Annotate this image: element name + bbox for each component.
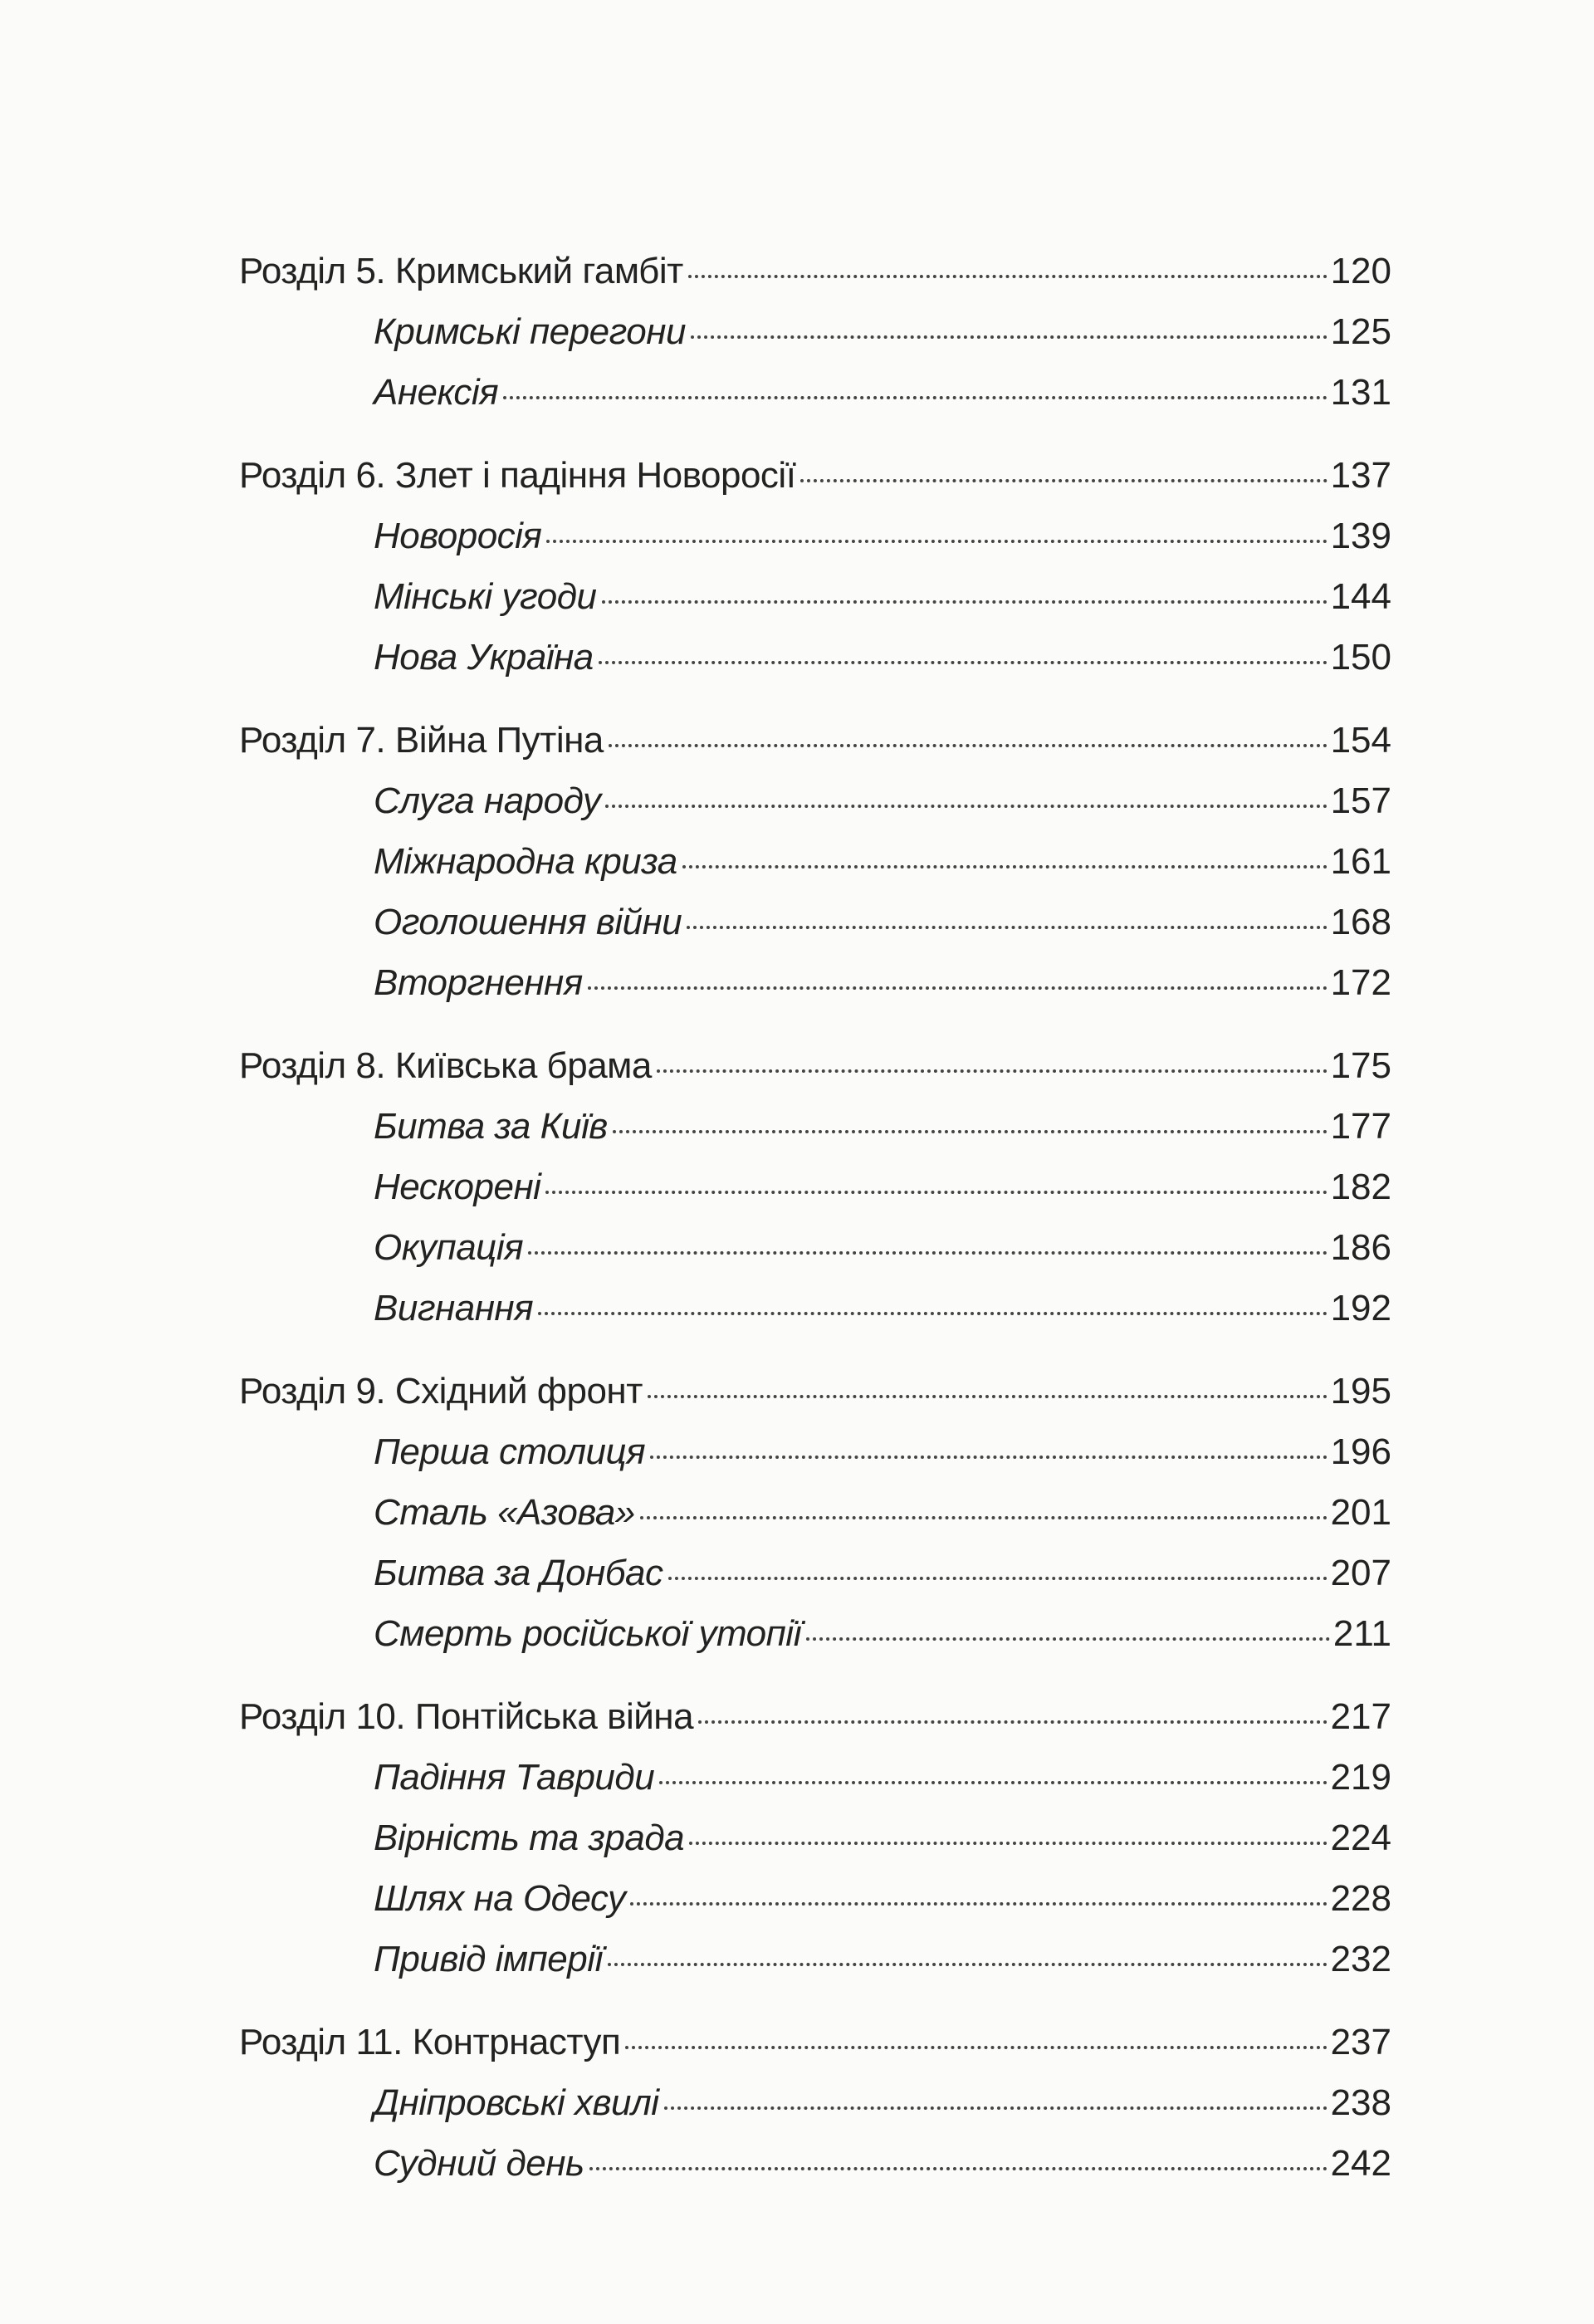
dot-leader: [664, 2106, 1328, 2110]
chapter-title: Розділ 9. Східний фронт: [239, 1371, 643, 1412]
toc-section-entry: [239, 1808, 1391, 1868]
dot-leader: [657, 1069, 1328, 1073]
chapter-title: Розділ 7. Війна Путіна: [239, 720, 604, 761]
toc-chapter-entry: [239, 1686, 1391, 1747]
toc-chapter: [239, 1361, 1391, 1664]
dot-leader: [800, 479, 1327, 482]
section-title: Нова Україна: [374, 637, 594, 678]
chapter-title: Розділ 6. Злет і падіння Новоросії: [239, 455, 796, 496]
toc-section-entry: [239, 1278, 1391, 1338]
dot-leader: [538, 1312, 1327, 1315]
section-title: Судний день: [374, 2143, 584, 2184]
toc-section-entry: [239, 627, 1391, 687]
chapter-title: Розділ 10. Понтійська війна: [239, 1696, 694, 1737]
page-number: 228: [1330, 1878, 1391, 1919]
dot-leader: [682, 865, 1328, 868]
toc-section-entry: [239, 301, 1391, 362]
dot-leader: [608, 1963, 1328, 1966]
toc-section-entry: [239, 1482, 1391, 1543]
section-title: Кримські перегони: [374, 311, 686, 352]
page-number: 182: [1330, 1167, 1391, 1207]
toc-chapter: [239, 1035, 1391, 1338]
page-number: 137: [1330, 455, 1391, 496]
toc-chapter-entry: [239, 241, 1391, 301]
dot-leader: [687, 926, 1327, 929]
toc-chapter-entry: [239, 2012, 1391, 2072]
toc-section-entry: [239, 831, 1391, 892]
dot-leader: [650, 1456, 1327, 1459]
toc-chapter: [239, 445, 1391, 687]
dot-leader: [503, 396, 1327, 399]
section-title: Смерть російської утопії: [374, 1613, 801, 1654]
toc-chapter-entry: [239, 710, 1391, 771]
page-number: 224: [1330, 1818, 1391, 1858]
section-title: Привід імперії: [374, 1939, 603, 1979]
dot-leader: [691, 335, 1328, 339]
section-title: Дніпровські хвилі: [374, 2082, 659, 2123]
toc-chapter-entry: [239, 1035, 1391, 1096]
chapter-title: Розділ 8. Київська брама: [239, 1045, 652, 1086]
section-title: Вірність та зрада: [374, 1818, 685, 1858]
page-number: 232: [1330, 1939, 1391, 1979]
page-number: 201: [1330, 1492, 1391, 1533]
dot-leader: [648, 1395, 1328, 1398]
toc-section-entry: [239, 1868, 1391, 1929]
page-number: 219: [1330, 1757, 1391, 1798]
toc-section-entry: [239, 2072, 1391, 2133]
page-number: 131: [1330, 372, 1391, 413]
dot-leader: [625, 2046, 1327, 2049]
toc-section-entry: [239, 1543, 1391, 1603]
section-title: Оголошення війни: [374, 902, 682, 942]
dot-leader: [609, 744, 1328, 747]
toc-section-entry: [239, 1421, 1391, 1482]
toc-section-entry: [239, 1603, 1391, 1664]
chapter-title: Розділ 5. Кримський гамбіт: [239, 251, 683, 291]
toc-chapter: [239, 2012, 1391, 2194]
section-title: Вигнання: [374, 1288, 534, 1328]
toc-section-entry: [239, 2133, 1391, 2194]
dot-leader: [599, 661, 1328, 664]
page-number: 177: [1330, 1106, 1391, 1147]
page-number: 154: [1330, 720, 1391, 761]
dot-leader: [613, 1130, 1328, 1133]
page-number: 217: [1330, 1696, 1391, 1737]
dot-leader: [689, 1842, 1327, 1845]
section-title: Сталь «Азова»: [374, 1492, 635, 1533]
section-title: Перша столиця: [374, 1431, 646, 1472]
page-number: 120: [1330, 251, 1391, 291]
page-number: 186: [1330, 1227, 1391, 1268]
page-number: 242: [1330, 2143, 1391, 2184]
dot-leader: [806, 1637, 1330, 1641]
dot-leader: [546, 540, 1327, 543]
toc-section-entry: [239, 1747, 1391, 1808]
toc-section-entry: [239, 1096, 1391, 1157]
toc-section-entry: [239, 1217, 1391, 1278]
dot-leader: [688, 275, 1328, 278]
toc-chapter: [239, 710, 1391, 1013]
page-number: 211: [1332, 1613, 1391, 1654]
toc-section-entry: [239, 566, 1391, 627]
section-title: Анексія: [374, 372, 499, 413]
toc-section-entry: [239, 952, 1391, 1013]
page-number: 207: [1330, 1553, 1391, 1593]
section-title: Шлях на Одесу: [374, 1878, 626, 1919]
section-title: Мінські угоди: [374, 576, 597, 617]
page-number: 161: [1330, 841, 1391, 882]
page-number: 196: [1330, 1431, 1391, 1472]
page-number: 192: [1330, 1288, 1391, 1328]
dot-leader: [630, 1902, 1327, 1906]
toc-chapter-entry: [239, 445, 1391, 506]
section-title: Вторгнення: [374, 962, 583, 1003]
dot-leader: [545, 1191, 1327, 1194]
section-title: Битва за Донбас: [374, 1553, 663, 1593]
section-title: Битва за Київ: [374, 1106, 608, 1147]
page-number: 168: [1330, 902, 1391, 942]
page-number: 195: [1330, 1371, 1391, 1412]
section-title: Міжнародна криза: [374, 841, 677, 882]
dot-leader: [698, 1720, 1328, 1724]
toc-section-entry: [239, 1157, 1391, 1217]
dot-leader: [668, 1577, 1328, 1580]
table-of-contents: [239, 241, 1391, 2194]
toc-chapter: [239, 1686, 1391, 1989]
dot-leader: [589, 2167, 1328, 2170]
page-number: 125: [1330, 311, 1391, 352]
page-number: 144: [1330, 576, 1391, 617]
page-number: 238: [1330, 2082, 1391, 2123]
toc-section-entry: [239, 771, 1391, 831]
section-title: Падіння Тавриди: [374, 1757, 655, 1798]
dot-leader: [588, 986, 1328, 990]
section-title: Новоросія: [374, 516, 542, 556]
page-number: 139: [1330, 516, 1391, 556]
chapter-title: Розділ 11. Контрнаступ: [239, 2022, 621, 2062]
page-number: 172: [1330, 962, 1391, 1003]
toc-section-entry: [239, 506, 1391, 566]
dot-leader: [659, 1781, 1327, 1784]
page-number: 175: [1330, 1045, 1391, 1086]
section-title: Окупація: [374, 1227, 524, 1268]
page-number: 157: [1330, 780, 1391, 821]
dot-leader: [640, 1516, 1328, 1519]
page-number: 237: [1330, 2022, 1391, 2062]
toc-section-entry: [239, 1929, 1391, 1989]
dot-leader: [602, 600, 1328, 604]
toc-section-entry: [239, 362, 1391, 423]
toc-chapter-entry: [239, 1361, 1391, 1421]
toc-section-entry: [239, 892, 1391, 952]
section-title: Слуга народу: [374, 780, 601, 821]
page-number: 150: [1330, 637, 1391, 678]
dot-leader: [605, 805, 1327, 808]
section-title: Нескорені: [374, 1167, 541, 1207]
toc-chapter: [239, 241, 1391, 423]
dot-leader: [528, 1251, 1327, 1255]
